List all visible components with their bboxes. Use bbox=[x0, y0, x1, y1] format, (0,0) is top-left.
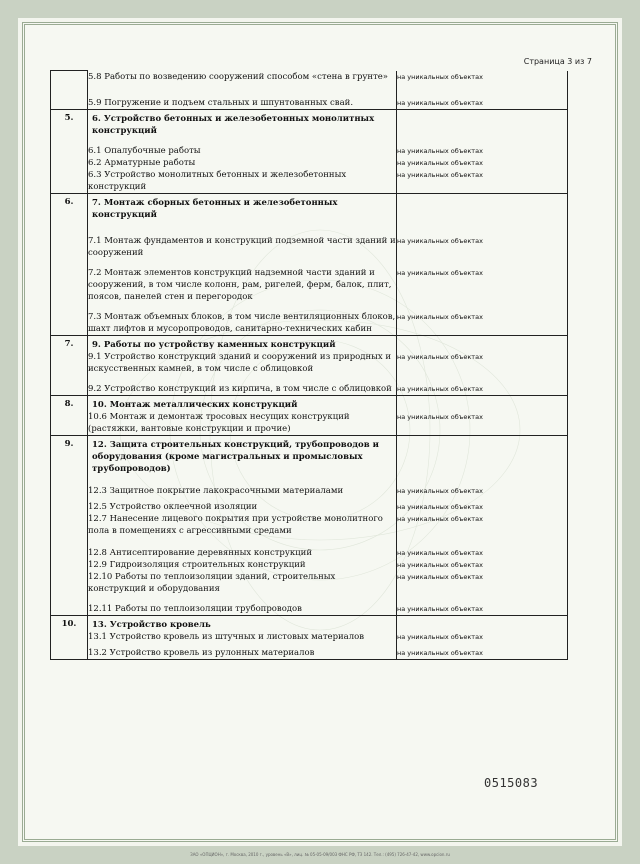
activity-name: 9.2 Устройство конструкций из кирпича, в том числе с облицовкой bbox=[88, 375, 397, 396]
activity-limit: на уникальных объектах bbox=[397, 497, 568, 513]
activity-row bbox=[51, 169, 568, 194]
activity-row bbox=[51, 537, 568, 559]
section-row bbox=[51, 109, 568, 137]
activity-name: 7.2 Монтаж элементов конструкций надземной части зданий и сооружений, в том числе колонн, рам, ригелей, ферм, балок, плит, поясов, панелей стен и перегородок bbox=[88, 259, 397, 303]
page-number: Страница 3 из 7 bbox=[523, 57, 592, 66]
activity-name: 12.3 Защитное покрытие лакокрасочными материалами bbox=[88, 475, 397, 497]
section-number: 7. bbox=[51, 335, 88, 395]
limit-cell bbox=[397, 615, 568, 631]
limit-cell bbox=[397, 435, 568, 475]
activity-limit: на уникальных объектах bbox=[397, 595, 568, 616]
section-title: 13. Устройство кровель bbox=[88, 615, 397, 631]
activity-limit: на уникальных объектах bbox=[397, 259, 568, 303]
section-row bbox=[51, 395, 568, 411]
activity-row bbox=[51, 83, 568, 110]
activity-limit: на уникальных объектах bbox=[397, 559, 568, 571]
activity-name: 6.2 Арматурные работы bbox=[88, 157, 397, 169]
activity-row bbox=[51, 513, 568, 537]
activity-name: 12.10 Работы по теплоизоляции зданий, строительных конструкций и оборудования bbox=[88, 571, 397, 595]
activity-limit: на уникальных объектах bbox=[397, 83, 568, 110]
activity-row bbox=[51, 157, 568, 169]
activity-limit: на уникальных объектах bbox=[397, 375, 568, 396]
activity-limit: на уникальных объектах bbox=[397, 351, 568, 375]
activity-name: 13.1 Устройство кровель из штучных и листовых материалов bbox=[88, 631, 397, 643]
limit-cell bbox=[397, 109, 568, 137]
activity-row bbox=[51, 571, 568, 595]
activity-limit: на уникальных объектах bbox=[397, 157, 568, 169]
serial-number: 0515083 bbox=[484, 776, 539, 790]
activity-limit: на уникальных объектах bbox=[397, 411, 568, 436]
activity-row bbox=[51, 71, 568, 83]
activity-limit: на уникальных объектах bbox=[397, 169, 568, 194]
section-title: 7. Монтаж сборных бетонных и железобетонных конструкций bbox=[88, 193, 397, 221]
activity-name: 9.1 Устройство конструкций зданий и сооружений из природных и искусственных камней, в том числе с облицовкой bbox=[88, 351, 397, 375]
activity-name: 12.11 Работы по теплоизоляции трубопроводов bbox=[88, 595, 397, 616]
section-row bbox=[51, 435, 568, 475]
limit-cell bbox=[397, 193, 568, 221]
activity-name: 12.9 Гидроизоляция строительных конструкций bbox=[88, 559, 397, 571]
activity-row bbox=[51, 559, 568, 571]
activity-limit: на уникальных объектах bbox=[397, 571, 568, 595]
section-row bbox=[51, 615, 568, 631]
section-number: 8. bbox=[51, 395, 88, 435]
section-number: 5. bbox=[51, 109, 88, 193]
activity-name: 5.9 Погружение и подъем стальных и шпунтованных свай. bbox=[88, 83, 397, 110]
activity-name: 10.6 Монтаж и демонтаж тросовых несущих конструкций (растяжки, вантовые конструкции и прочие) bbox=[88, 411, 397, 436]
section-title: 6. Устройство бетонных и железобетонных монолитных конструкций bbox=[88, 109, 397, 137]
activity-row bbox=[51, 375, 568, 396]
activity-name: 7.1 Монтаж фундаментов и конструкций подземной части зданий и сооружений bbox=[88, 221, 397, 259]
section-number: 9. bbox=[51, 435, 88, 615]
activities-table bbox=[50, 70, 568, 660]
activity-limit: на уникальных объектах bbox=[397, 537, 568, 559]
activity-limit: на уникальных объектах bbox=[397, 513, 568, 537]
activity-row bbox=[51, 475, 568, 497]
section-title: 12. Защита строительных конструкций, трубопроводов и оборудования (кроме магистральных и промысловых трубопроводов) bbox=[88, 435, 397, 475]
activity-name: 6.3 Устройство монолитных бетонных и железобетонных конструкций bbox=[88, 169, 397, 194]
section-title: 9. Работы по устройству каменных конструкций bbox=[88, 335, 397, 351]
activity-row bbox=[51, 259, 568, 303]
activity-limit: на уникальных объектах bbox=[397, 137, 568, 157]
limit-cell bbox=[397, 395, 568, 411]
section-number: 10. bbox=[51, 615, 88, 659]
limit-cell bbox=[397, 335, 568, 351]
activity-row bbox=[51, 643, 568, 660]
activity-limit: на уникальных объектах bbox=[397, 631, 568, 643]
activity-name: 13.2 Устройство кровель из рулонных материалов bbox=[88, 643, 397, 660]
activity-limit: на уникальных объектах bbox=[397, 303, 568, 336]
activity-name: 12.5 Устройство оклеечной изоляции bbox=[88, 497, 397, 513]
section-title: 10. Монтаж металлических конструкций bbox=[88, 395, 397, 411]
activity-name: 7.3 Монтаж объемных блоков, в том числе вентиляционных блоков, шахт лифтов и мусоропроводов, санитарно-технических кабин bbox=[88, 303, 397, 336]
activity-name: 6.1 Опалубочные работы bbox=[88, 137, 397, 157]
section-number: 6. bbox=[51, 193, 88, 335]
activity-limit: на уникальных объектах bbox=[397, 221, 568, 259]
activity-name: 12.8 Антисептирование деревянных конструкций bbox=[88, 537, 397, 559]
activity-limit: на уникальных объектах bbox=[397, 643, 568, 660]
activity-name: 12.7 Нанесение лицевого покрытия при устройстве монолитного пола в помещениях с агрессивными средами bbox=[88, 513, 397, 537]
activity-limit: на уникальных объектах bbox=[397, 475, 568, 497]
activity-name: 5.8 Работы по возведению сооружений способом «стена в грунте» bbox=[88, 71, 397, 83]
activity-row bbox=[51, 137, 568, 157]
section-number bbox=[51, 71, 88, 110]
activity-row bbox=[51, 303, 568, 336]
activity-row bbox=[51, 497, 568, 513]
section-row bbox=[51, 335, 568, 351]
activity-row bbox=[51, 631, 568, 643]
printer-footer: ЗАО «ОПЦИОН», г. Москва, 2010 г., уровень «В», лиц. № 05-05-09/003 ФНС РФ, ТЗ 142. Тел.: (495) 726-47-42, www.opcion.ru bbox=[190, 852, 450, 857]
activity-limit: на уникальных объектах bbox=[397, 71, 568, 83]
section-row bbox=[51, 193, 568, 221]
activity-row bbox=[51, 351, 568, 375]
activity-row bbox=[51, 411, 568, 436]
activity-row bbox=[51, 221, 568, 259]
activity-row bbox=[51, 595, 568, 616]
